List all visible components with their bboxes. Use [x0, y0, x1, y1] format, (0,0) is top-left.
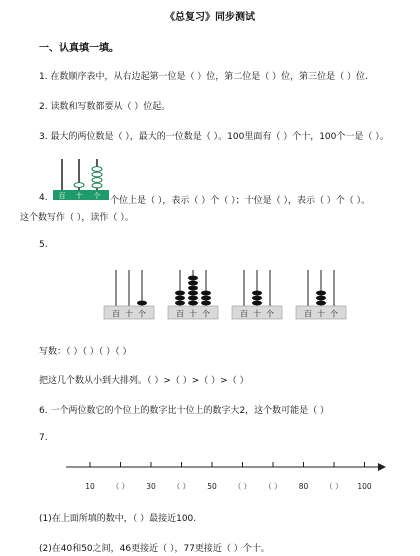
number-line-label: （ ） [111, 482, 130, 491]
abacus-base-label: 十 [189, 309, 197, 319]
abacus-bead [252, 291, 262, 296]
number-line-arrow [378, 463, 386, 471]
question-7-number: 7. [39, 433, 48, 443]
abacus-bead [188, 301, 198, 306]
abacus-bead [201, 291, 211, 296]
question-1: 1. 在数顺序表中，从右边起第一位是（ ）位，第二位是（ ）位，第三位是（ ）位. [39, 72, 368, 82]
abacus-bead [188, 296, 198, 301]
abacus-base-label: 百 [304, 309, 312, 319]
question-4-number: 4. [39, 193, 48, 203]
write-numbers: 写数：（ ）（ ）（ ）（ ） [39, 347, 132, 357]
section-heading: 一、认真填一填。 [39, 43, 119, 54]
abacus-bead [252, 301, 262, 306]
number-line-label: （ ） [172, 482, 191, 491]
abacus-bead [201, 301, 211, 306]
abacus-bead [252, 296, 262, 301]
abacus-base-label: 十 [317, 309, 325, 319]
abacus-bead [188, 281, 198, 286]
number-line-label: 80 [298, 482, 309, 491]
abacus-base-label: 百 [176, 309, 184, 319]
abacus-bead [188, 276, 198, 281]
question-7-part-2: (2)在40和50之间，46更接近（ ），77更接近（ ）个十。 [39, 544, 270, 554]
question-4-line-1: 个位上是（ ），表示（ ）个（ ）；十位是（ ），表示（ ）个（ ）。 [110, 196, 371, 206]
number-line [60, 455, 390, 500]
abacus-bead [92, 178, 102, 183]
abacus-base-label: 十 [253, 309, 261, 319]
abacus-base-label: 个 [202, 309, 210, 319]
number-line-label: （ ） [264, 482, 282, 491]
abacus-base-label: 百 [112, 309, 120, 319]
sort-numbers: 把这几个数从小到大排列。（ ）>（ ）>（ ）>（ ） [39, 376, 249, 386]
number-line-label: 30 [146, 482, 156, 491]
abacus-bead [201, 296, 211, 301]
question-2: 2. 读数和写数都要从（ ）位起。 [39, 102, 171, 112]
abacus-base-label: 十 [125, 309, 133, 319]
abacus-base-label: 百 [58, 192, 66, 200]
question-7-part-1: (1)在上面所填的数中，（ ）最接近100. [39, 514, 197, 524]
abacus-bead [188, 291, 198, 296]
number-line-label: （ ） [233, 482, 252, 491]
abacus-bead [175, 291, 185, 296]
abacus-bead [92, 183, 102, 188]
abacus-base-label: 百 [240, 309, 248, 319]
number-line-label: 50 [207, 482, 217, 491]
number-line-label: 10 [85, 482, 95, 491]
abacus-bead [175, 301, 185, 306]
number-line-label: 100 [357, 482, 372, 491]
abacus-base-label: 个 [266, 309, 274, 319]
abacus-bead [74, 183, 84, 188]
abacus-base-label: 个 [138, 309, 146, 319]
abacus-bead [316, 291, 326, 296]
abacus-bead [175, 296, 185, 301]
question-3: 3. 最大的两位数是（ ），最大的一位数是（ ）。100里面有（ ）个十，100个一是（ ）。 [39, 132, 389, 142]
question-6: 6. 一个两位数它的个位上的数字比十位上的数字大2，这个数可能是（ ） [39, 406, 330, 416]
abacus-bead [316, 301, 326, 306]
abacus-bead [92, 172, 102, 177]
abacus-base-label: 个 [93, 192, 101, 200]
question-4-line-2: 这个数写作（ ），读作（ ）。 [20, 213, 134, 223]
abacus-bead [316, 296, 326, 301]
abacus-bead [188, 286, 198, 291]
number-line-label: （ ） [325, 482, 343, 491]
abacus-base-label: 个 [330, 309, 338, 319]
question-5-number: 5. [39, 240, 48, 250]
small-abacus [52, 157, 110, 202]
abacus-base-label: 十 [75, 192, 83, 200]
abacus-bead [137, 301, 147, 306]
abacus-row [100, 266, 350, 326]
abacus-bead [92, 167, 102, 172]
page-title: 《总复习》同步测试 [165, 12, 255, 23]
